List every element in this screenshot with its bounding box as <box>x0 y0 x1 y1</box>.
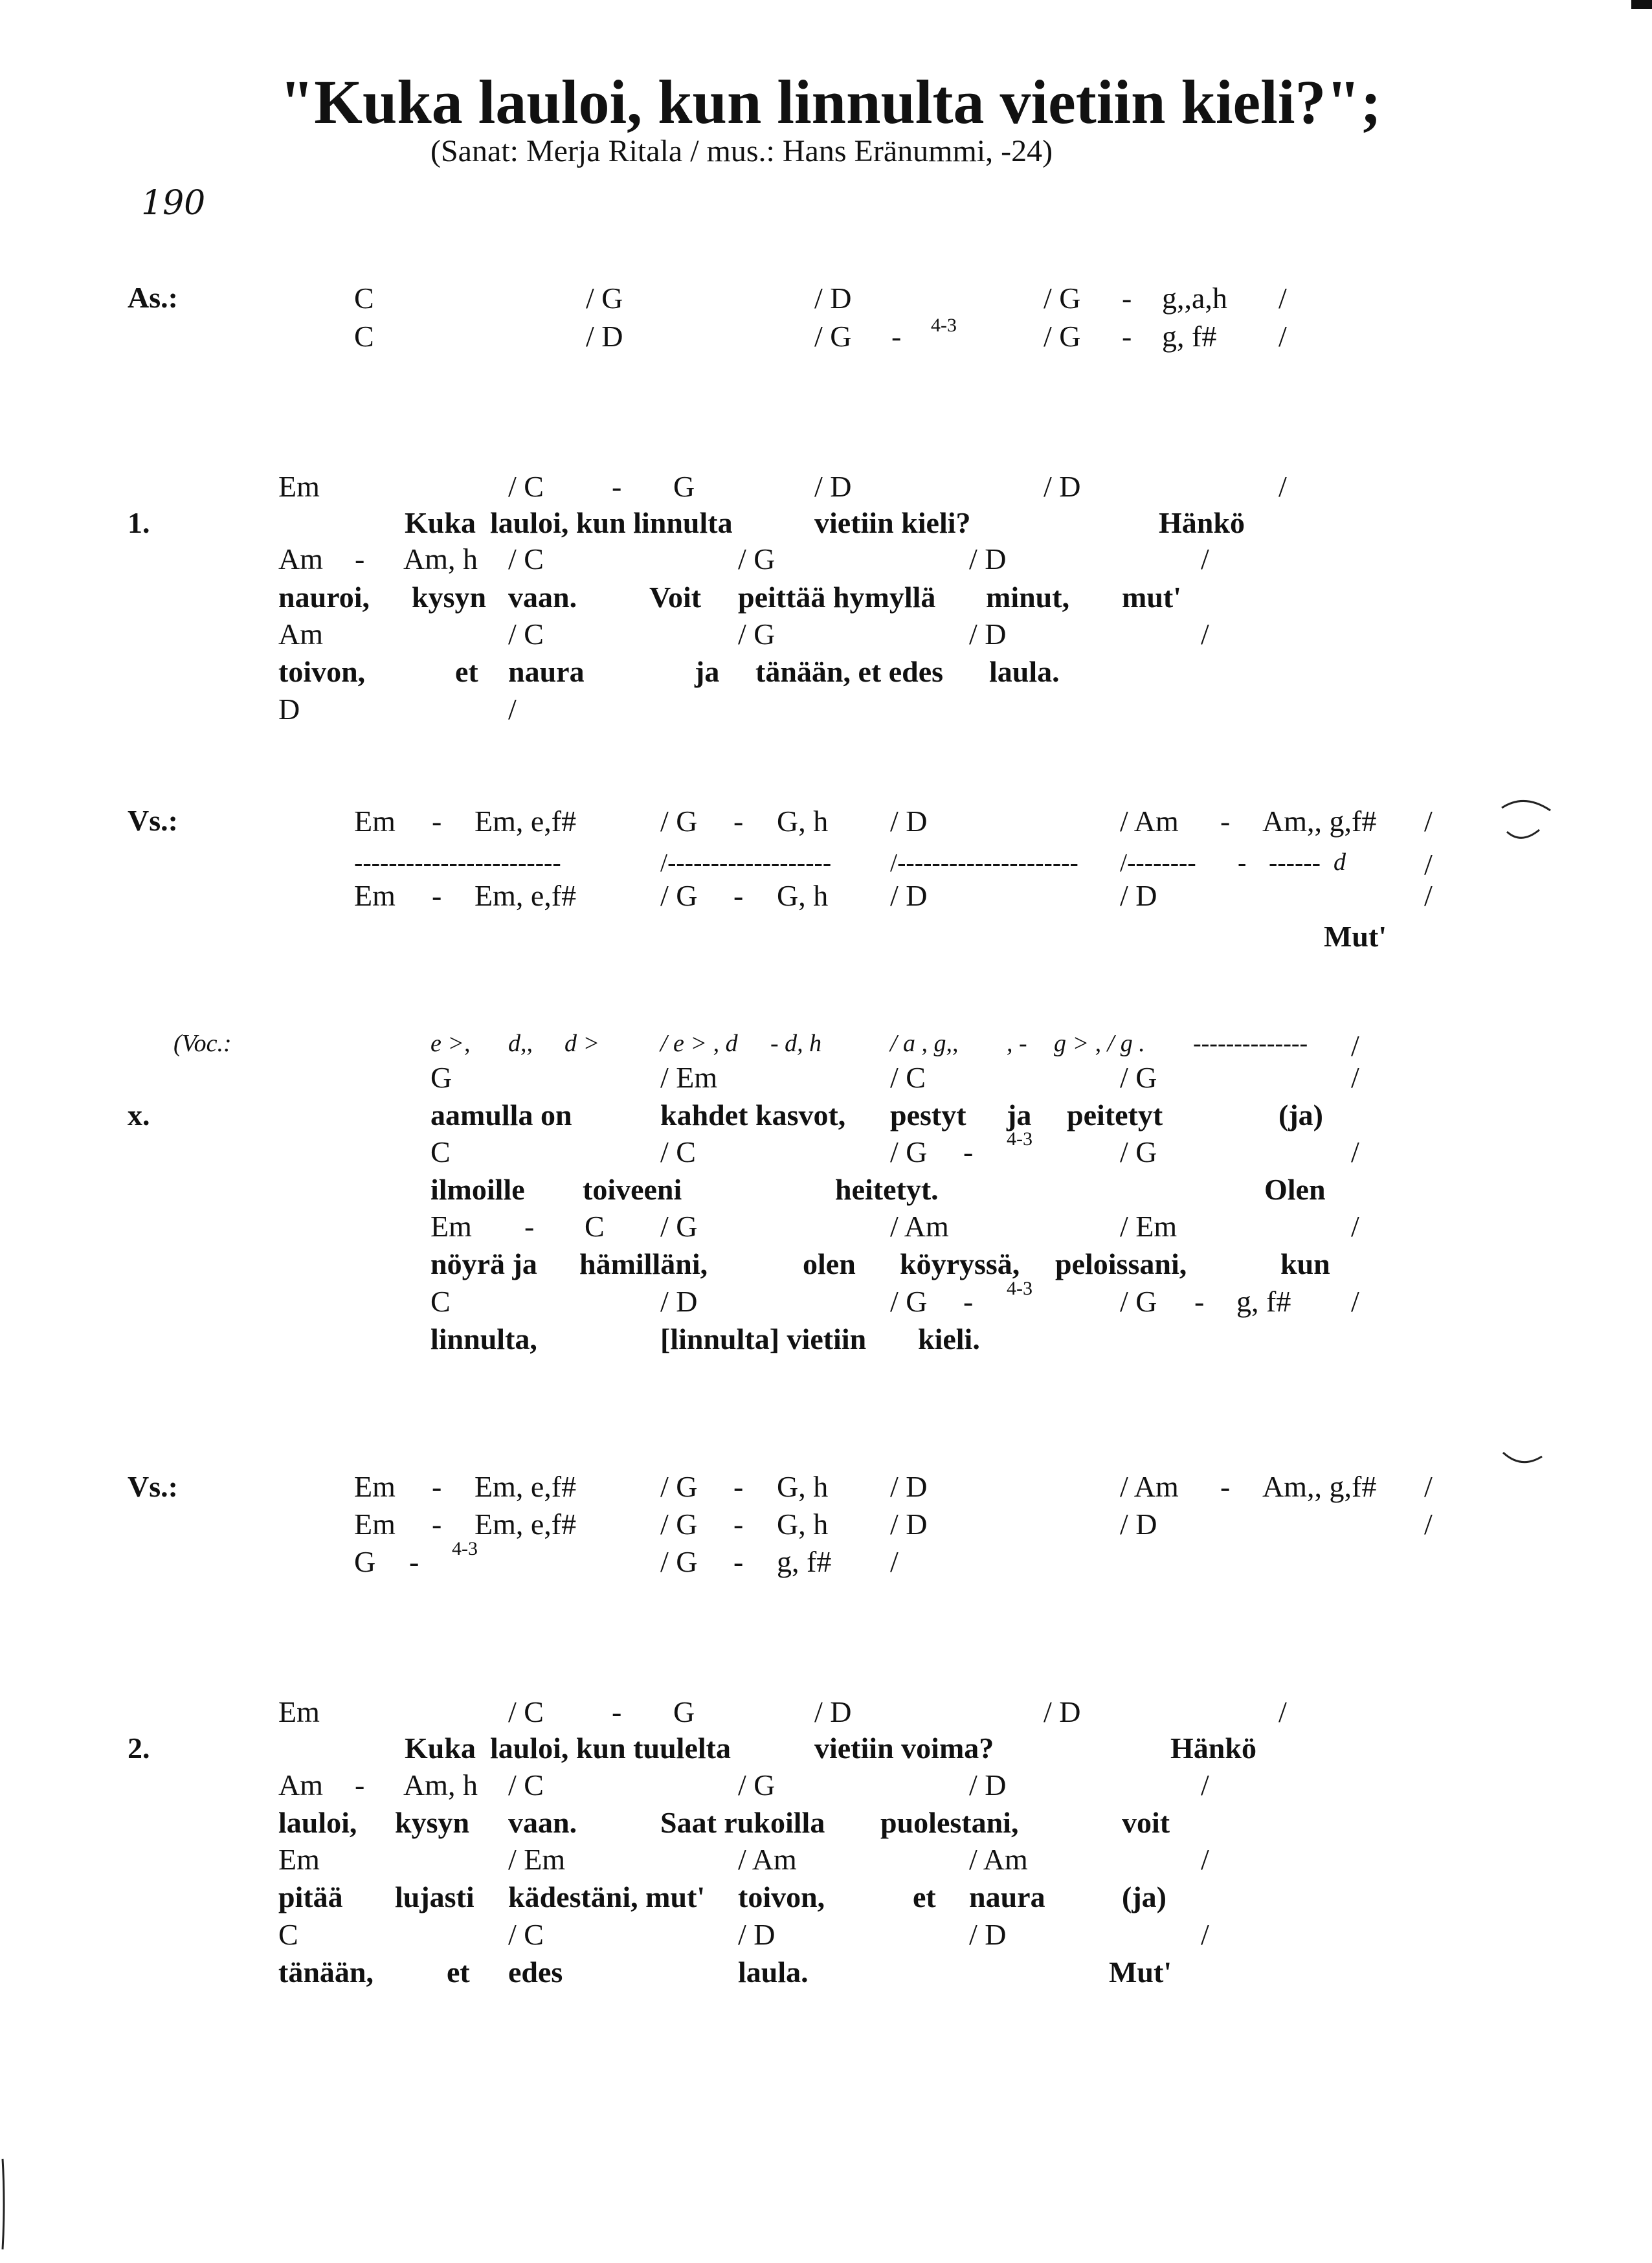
lyric: olen <box>803 1247 856 1280</box>
lyric: kysyn <box>395 1806 470 1839</box>
chord: g, f# <box>1162 320 1217 353</box>
chord: G, h <box>777 1470 829 1503</box>
chord: / D <box>1044 1695 1081 1728</box>
chord: - <box>432 879 442 912</box>
empty-bars-line: /-------- <box>1120 848 1196 877</box>
chord: C <box>278 1918 298 1951</box>
bar-line: / <box>1201 542 1209 575</box>
section-label-as: As.: <box>128 281 178 314</box>
chord: Em <box>354 879 396 912</box>
chord: / G <box>1120 1135 1157 1168</box>
chord: / G <box>1120 1061 1157 1094</box>
chord: / G <box>660 1470 698 1503</box>
chord: - <box>432 1470 442 1503</box>
lyric: hämilläni, <box>579 1247 708 1280</box>
lyric: nauroi, <box>278 581 370 614</box>
suspension-4-3: 4-3 <box>1007 1128 1032 1150</box>
empty-bars-line: ------------------------ <box>354 848 561 877</box>
lyric: voit <box>1122 1806 1170 1839</box>
chord: - <box>1194 1285 1205 1318</box>
page-subtitle: (Sanat: Merja Ritala / mus.: Hans Eränummi, -24) <box>430 134 1053 168</box>
bar-line: / <box>1424 848 1433 881</box>
bar-line: / <box>1201 618 1209 651</box>
lyric: peloissani, <box>1055 1247 1187 1280</box>
chord: / G <box>814 320 852 353</box>
lyric: Mut' <box>1109 1956 1172 1989</box>
lyric: toiveeni <box>583 1173 682 1206</box>
chord: / C <box>508 1918 544 1951</box>
lyric: Kuka <box>405 1732 476 1765</box>
chord: / G <box>1044 282 1081 315</box>
chord: Em, e,f# <box>474 879 577 912</box>
section-label-vs: Vs.: <box>128 804 178 837</box>
lyric: Saat rukoilla <box>660 1806 825 1839</box>
lyric: Kuka <box>405 506 476 539</box>
lyric: pestyt <box>890 1098 966 1132</box>
lyric: pitää <box>278 1880 343 1913</box>
chord: / C <box>508 618 544 651</box>
chord: / C <box>508 1695 544 1728</box>
lyric: (ja) <box>1122 1880 1166 1913</box>
empty-bars-line: - <box>1238 848 1247 877</box>
lyric: kun <box>1280 1247 1330 1280</box>
chord: - <box>1220 805 1231 838</box>
chord: / C <box>660 1135 696 1168</box>
chord: / D <box>969 1768 1007 1801</box>
lyric: lujasti <box>395 1880 474 1913</box>
bar-line: / <box>1278 320 1287 353</box>
lyric: Mut' <box>1324 920 1387 953</box>
lyric: linnulta, <box>430 1322 537 1355</box>
bar-line: / <box>1351 1210 1359 1243</box>
bar-line: / <box>1351 1135 1359 1168</box>
lyric: lauloi, <box>278 1806 357 1839</box>
chord: - <box>733 1508 744 1541</box>
chord: Em, e,f# <box>474 1470 577 1503</box>
chord: / D <box>890 805 928 838</box>
vocal-note: d > <box>564 1030 600 1057</box>
suspension-4-3: 4-3 <box>931 315 957 336</box>
chord: / D <box>814 282 852 315</box>
lyric: kahdet kasvot, <box>660 1098 846 1132</box>
chord: G, h <box>777 879 829 912</box>
chord: Em, e,f# <box>474 805 577 838</box>
chord: / G <box>660 805 698 838</box>
verse-label-1: 1. <box>128 506 150 539</box>
lyric: lauloi, kun tuulelta <box>490 1732 731 1765</box>
lyric: laula. <box>738 1956 809 1989</box>
vocal-note: -------------- <box>1193 1030 1308 1057</box>
chord: / D <box>1120 879 1157 912</box>
bar-line: / <box>1351 1285 1359 1318</box>
section-label-voc: (Voc.: <box>173 1030 232 1057</box>
lyric: edes <box>508 1956 563 1989</box>
chord: g,,a,h <box>1162 282 1227 315</box>
lyric: kysyn <box>412 581 487 614</box>
lyric: ja <box>695 655 720 688</box>
chord: - <box>733 879 744 912</box>
chord: Em <box>354 1470 396 1503</box>
chord: - <box>355 1768 365 1801</box>
vocal-note: / e > , d <box>660 1030 738 1057</box>
chord: - <box>733 1545 744 1578</box>
chord: G <box>430 1061 452 1094</box>
chord: - <box>409 1545 419 1578</box>
vocal-note: - d, h <box>770 1030 822 1057</box>
section-label-vs: Vs.: <box>128 1470 178 1503</box>
chord: Am <box>278 618 323 651</box>
chord: / D <box>969 542 1007 575</box>
vocal-note: , - <box>1007 1030 1027 1057</box>
vocal-note: d,, <box>508 1030 533 1057</box>
chord: C <box>585 1210 605 1243</box>
lyric: ilmoille <box>430 1173 525 1206</box>
chord: - <box>432 805 442 838</box>
bar-line: / <box>1278 470 1287 503</box>
chord: - <box>432 1508 442 1541</box>
lyric: vietiin voima? <box>814 1732 994 1765</box>
hole-punch-mark-lower <box>1495 1437 1573 1495</box>
lyric: puolestani, <box>880 1806 1019 1839</box>
chord: - <box>1122 320 1132 353</box>
chord: Em, e,f# <box>474 1508 577 1541</box>
chord: / G <box>660 1545 698 1578</box>
bar-line: / <box>508 693 517 726</box>
lyric: minut, <box>986 581 1070 614</box>
empty-bars-line: /------------------- <box>660 848 832 877</box>
lyric: et <box>455 655 478 688</box>
chord: - <box>355 542 365 575</box>
scan-margin-line <box>0 2159 6 2249</box>
lyric: naura <box>969 1880 1045 1913</box>
scan-edge-mark <box>1631 0 1652 9</box>
verse-label-2: 2. <box>128 1732 150 1765</box>
chord: - <box>612 470 622 503</box>
lyric: peittää hymyllä <box>738 581 936 614</box>
lyric: mut' <box>1122 581 1181 614</box>
chord: / C <box>890 1061 926 1094</box>
chord: Em <box>278 1695 320 1728</box>
chord: / G <box>890 1135 928 1168</box>
lyric: ja <box>1007 1098 1032 1132</box>
chord: / D <box>969 1918 1007 1951</box>
bar-line: / <box>1201 1768 1209 1801</box>
lyric: Olen <box>1264 1173 1326 1206</box>
chord: g, f# <box>777 1545 832 1578</box>
section-label-x: x. <box>128 1098 150 1132</box>
bar-line: / <box>1424 1470 1433 1503</box>
bar-line: / <box>1278 282 1287 315</box>
chord: / C <box>508 542 544 575</box>
chord: / Am <box>890 1210 949 1243</box>
chord: / D <box>1120 1508 1157 1541</box>
vocal-note: e >, <box>430 1030 471 1057</box>
chord: Am <box>278 1768 323 1801</box>
chord: / Am <box>1120 1470 1179 1503</box>
chord: / Em <box>1120 1210 1178 1243</box>
empty-bars-line: ------ <box>1269 848 1321 877</box>
chord: / G <box>660 1508 698 1541</box>
bass-note: d <box>1334 849 1346 876</box>
chord: Em <box>278 1843 320 1876</box>
lyric: vaan. <box>508 581 577 614</box>
page-title: "Kuka lauloi, kun linnulta vietiin kieli?"; <box>280 67 1381 137</box>
bar-line: / <box>1424 879 1433 912</box>
chord: - <box>733 805 744 838</box>
chord: G, h <box>777 805 829 838</box>
bar-line: / <box>1201 1843 1209 1876</box>
lyric: (ja) <box>1278 1098 1323 1132</box>
chord: Am,, g,f# <box>1262 805 1377 838</box>
lyric: vaan. <box>508 1806 577 1839</box>
lyric: tänään, <box>278 1956 374 1989</box>
chord: / G <box>586 282 623 315</box>
chord: - <box>891 320 902 353</box>
chord: / D <box>660 1285 698 1318</box>
hole-punch-mark-upper <box>1495 796 1573 854</box>
chord: - <box>963 1135 974 1168</box>
chord: / D <box>969 618 1007 651</box>
bar-line: / <box>1351 1029 1359 1062</box>
lyric: [linnulta] vietiin <box>660 1322 867 1355</box>
chord: - <box>1122 282 1132 315</box>
lyric: vietiin kieli? <box>814 506 971 539</box>
chord: C <box>430 1135 451 1168</box>
chord: / D <box>738 1918 776 1951</box>
chord: C <box>354 282 374 315</box>
chord: G <box>673 470 695 503</box>
bar-line: / <box>1424 805 1433 838</box>
chord: G <box>673 1695 695 1728</box>
chord: / C <box>508 1768 544 1801</box>
chord: / G <box>1120 1285 1157 1318</box>
lyric: Hänkö <box>1159 506 1245 539</box>
chord: D <box>278 693 300 726</box>
lyric: nöyrä ja <box>430 1247 537 1280</box>
vocal-note: / a , g,, <box>890 1030 959 1057</box>
bar-line: / <box>890 1545 899 1578</box>
lyric: toivon, <box>278 655 366 688</box>
chord: / Am <box>1120 805 1179 838</box>
chord: Em <box>354 1508 396 1541</box>
lyric: lauloi, kun linnulta <box>490 506 733 539</box>
chord: / D <box>814 1695 852 1728</box>
chord: Em <box>430 1210 472 1243</box>
lyric: Voit <box>649 581 702 614</box>
chord: - <box>1220 1470 1231 1503</box>
suspension-4-3: 4-3 <box>452 1538 478 1559</box>
chord: Am, h <box>403 542 478 575</box>
chord: Am,, g,f# <box>1262 1470 1377 1503</box>
chord: - <box>612 1695 622 1728</box>
chord: / Em <box>660 1061 718 1094</box>
chord: - <box>733 1470 744 1503</box>
chord: / G <box>738 542 776 575</box>
chord: Em <box>354 805 396 838</box>
chord: / G <box>890 1285 928 1318</box>
chord: G <box>354 1545 376 1578</box>
chord: G, h <box>777 1508 829 1541</box>
bar-line: / <box>1424 1508 1433 1541</box>
chord: / Am <box>738 1843 797 1876</box>
chord: / G <box>660 879 698 912</box>
lyric: laula. <box>989 655 1060 688</box>
chord: / D <box>814 470 852 503</box>
chord: / D <box>586 320 623 353</box>
chord: - <box>963 1285 974 1318</box>
lyric: Hänkö <box>1170 1732 1256 1765</box>
chord: / D <box>890 879 928 912</box>
bar-line: / <box>1351 1061 1359 1094</box>
chord: / Em <box>508 1843 566 1876</box>
lyric: aamulla on <box>430 1098 572 1132</box>
chord: / G <box>1044 320 1081 353</box>
bar-line: / <box>1201 1918 1209 1951</box>
chord: / G <box>738 1768 776 1801</box>
lyric: tänään, et edes <box>755 655 944 688</box>
chord: / G <box>738 618 776 651</box>
lyric: naura <box>508 655 585 688</box>
chord: / G <box>660 1210 698 1243</box>
bar-line: / <box>1278 1695 1287 1728</box>
chord: / D <box>890 1508 928 1541</box>
lyric: et <box>913 1880 936 1913</box>
chord: / C <box>508 470 544 503</box>
lyric: köyryssä, <box>900 1247 1020 1280</box>
lyric: kieli. <box>918 1322 980 1355</box>
lyric: kädestäni, mut' <box>508 1880 706 1913</box>
chord: Em <box>278 470 320 503</box>
lyric: et <box>447 1956 470 1989</box>
chord: / D <box>1044 470 1081 503</box>
chord: g, f# <box>1236 1285 1291 1318</box>
chord: Am, h <box>403 1768 478 1801</box>
chord: C <box>354 320 374 353</box>
chord: Am <box>278 542 323 575</box>
handwritten-number: 190 <box>141 184 206 223</box>
vocal-note: g > , / g . <box>1054 1030 1145 1057</box>
suspension-4-3: 4-3 <box>1007 1278 1032 1299</box>
chord: / Am <box>969 1843 1028 1876</box>
chord: C <box>430 1285 451 1318</box>
lyric: heitetyt. <box>835 1173 939 1206</box>
chord: / D <box>890 1470 928 1503</box>
empty-bars-line: /--------------------- <box>890 848 1078 877</box>
lyric: peitetyt <box>1067 1098 1163 1132</box>
chord: - <box>524 1210 535 1243</box>
lyric: toivon, <box>738 1880 825 1913</box>
